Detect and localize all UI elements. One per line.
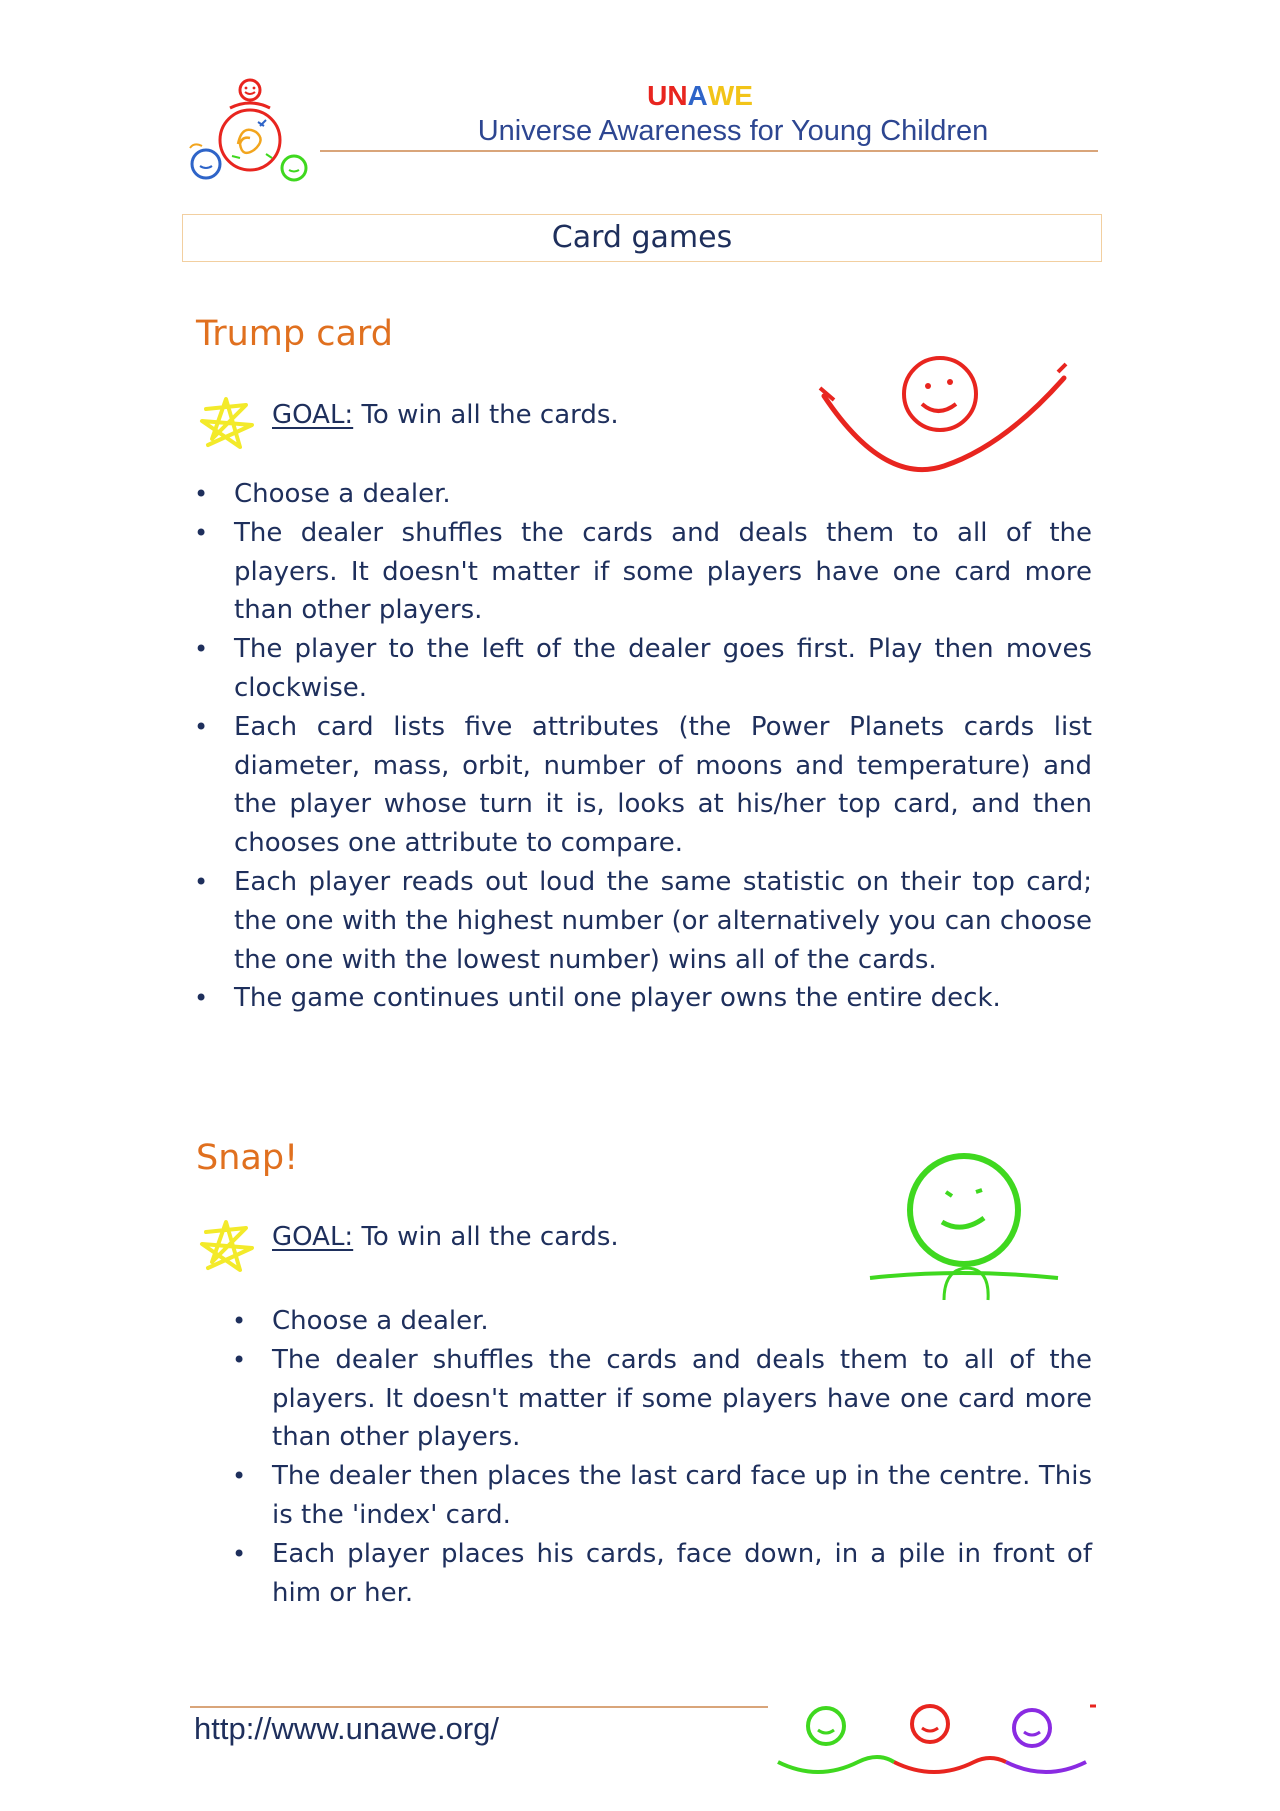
green-child-figure [864, 1150, 1064, 1312]
list-item: • Choose a dealer. [192, 475, 1092, 514]
header-divider [320, 150, 1098, 152]
unawe-logo [186, 78, 316, 190]
red-child-figure [818, 352, 1070, 474]
brand-letter: A [687, 80, 708, 111]
section-heading-trump-card: Trump card [196, 314, 393, 354]
brand-letter: E [734, 80, 753, 111]
brand-letter: N [667, 80, 688, 111]
star-icon [196, 395, 258, 457]
star-icon [196, 1218, 258, 1280]
rules-list-snap [230, 1302, 1092, 1612]
list-item: • The dealer shuffles the cards and deals them to all of the players. It doesn't matter if some players have one card more than other players. [230, 1341, 1092, 1457]
footer-divider [190, 1706, 768, 1708]
list-item: • The dealer shuffles the cards and deals them to all of the players. It doesn't matter if some players have one card more than other players. [192, 514, 1092, 630]
rules-list-trump-card [192, 475, 1092, 1018]
list-item: • Each player reads out loud the same statistic on their top card; the one with the highest number (or alternatively you can choose the one with the lowest number) wins all of the cards. [192, 863, 1092, 979]
list-item: • The game continues until one player owns the entire deck. [192, 979, 1092, 1018]
goal-label: GOAL: [272, 400, 354, 430]
goal-label: GOAL: [272, 1222, 354, 1252]
page-title: Card games [182, 214, 1102, 262]
goal-line [272, 1222, 619, 1252]
tagline: Universe Awareness for Young Children [477, 115, 989, 147]
footer-url: http://www.unawe.org/ [194, 1711, 499, 1746]
goal-line [272, 400, 619, 430]
brand-name [440, 80, 960, 112]
section-heading-snap: Snap! [196, 1138, 299, 1178]
footer-children-figures [770, 1680, 1100, 1790]
list-item: • The dealer then places the last card face up in the centre. This is the 'index' card. [230, 1457, 1092, 1535]
list-item: • Each card lists five attributes (the Power Planets cards list diameter, mass, orbit, number of moons and temperature) and the player whose turn it is, looks at his/her top card, and then chooses one attribute to compare. [192, 708, 1092, 863]
goal-text: To win all the cards. [353, 1222, 619, 1252]
goal-text: To win all the cards. [353, 400, 619, 430]
list-item: • Each player places his cards, face down, in a pile in front of him or her. [230, 1535, 1092, 1613]
brand-letter: W [707, 80, 735, 111]
brand-letter: U [647, 80, 668, 111]
list-item: • Choose a dealer. [230, 1302, 1092, 1341]
list-item: • The player to the left of the dealer goes first. Play then moves clockwise. [192, 630, 1092, 708]
